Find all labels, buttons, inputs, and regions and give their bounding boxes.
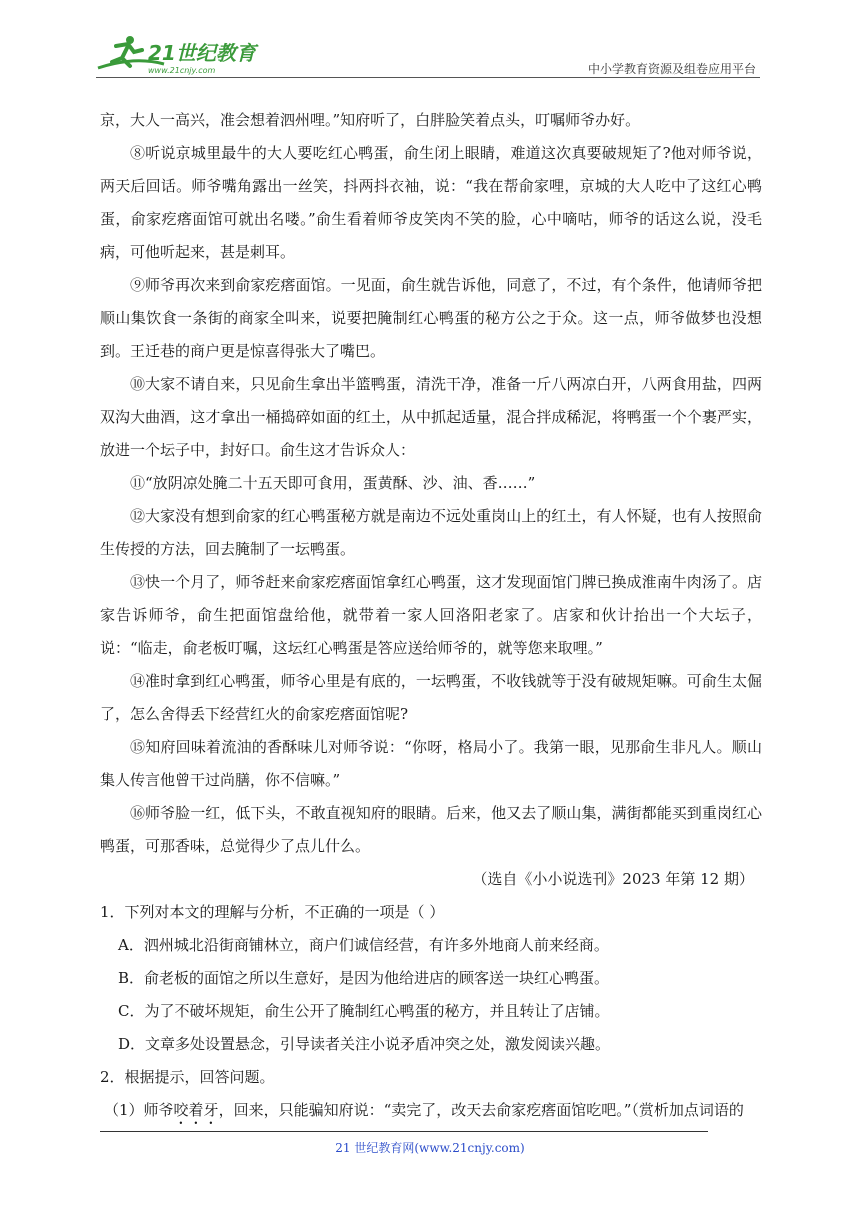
paragraph: ⑬快一个月了，师爷赶来俞家疙瘩面馆拿红心鸭蛋，这才发现面馆门牌已换成淮南牛肉汤了。店家告诉师爷，俞生把面馆盘给他，就带着一家人回洛阳老家了。店家和伙计抬出一个大坛子，说：“临走，俞老板叮嘱，这坛红心鸭蛋是答应送给师爷的，就等您来取哩。” — [100, 573, 762, 657]
sub-1-rest: ，回来，只能骗知府说：“卖完了，改天去俞家疙瘩面馆吃吧。”（赏析加点词语的 — [218, 1101, 744, 1119]
paragraph: ⑮知府回味着流油的香酥味儿对师爷说：“你呀，格局小了。我第一眼，见那俞生非凡人。顺山集人传言他曾干过尚膳，你不信嘛。” — [100, 738, 762, 789]
source-citation: （选自《小小说选刊》2023 年第 12 期） — [472, 870, 754, 888]
emphasized-words: 咬着牙 — [173, 1101, 219, 1119]
sub-1-prefix: （1）师爷 — [104, 1101, 174, 1119]
paragraph: ⑧听说京城里最牛的大人要吃红心鸭蛋，俞生闭上眼睛，难道这次真要破规矩了?他对师爷说，两天后回话。师爷嘴角露出一丝笑，抖两抖衣袖，说：“我在帮俞家哩，京城的大人吃中了这红心鸭蛋，俞家疙瘩面馆可就出名喽。”俞生看着师爷皮笑肉不笑的脸，心中嘀咕，师爷的话这么说，没毛病，可他听起来，甚是刺耳。 — [100, 144, 762, 261]
paragraph: ⑭准时拿到红心鸭蛋，师爷心里是有底的，一坛鸭蛋，不收钱就等于没有破规矩嘛。可俞生太倔了，怎么舍得丢下经营红火的俞家疙瘩面馆呢? — [100, 672, 762, 723]
site-logo[interactable] — [94, 34, 264, 76]
option-c: C．为了不破坏规矩，俞生公开了腌制红心鸭蛋的秘方，并且转让了店铺。 — [118, 1002, 610, 1020]
paragraph: ⑫大家没有想到俞家的红心鸭蛋秘方就是南边不远处重岗山上的红土，有人怀疑，也有人按照俞生传授的方法，回去腌制了一坛鸭蛋。 — [100, 507, 762, 558]
paragraph: ⑨师爷再次来到俞家疙瘩面馆。一见面，俞生就告诉他，同意了，不过，有个条件，他请师爷把顺山集饮食一条街的商家全叫来，说要把腌制红心鸭蛋的秘方公之于众。这一点，师爷做梦也没想到。王迁巷的商户更是惊喜得张大了嘴巴。 — [100, 276, 762, 360]
paragraph: ⑯师爷脸一红，低下头，不敢直视知府的眼睛。后来，他又去了顺山集，满街都能买到重岗红心鸭蛋，可那香味，总觉得少了点儿什么。 — [100, 804, 762, 855]
paragraph: ⑪“放阴凉处腌二十五天即可食用，蛋黄酥、沙、油、香……” — [130, 474, 536, 492]
option-b: B．俞老板的面馆之所以生意好，是因为他给进店的顾客送一块红心鸭蛋。 — [118, 969, 610, 987]
platform-name: 中小学教育资源及组卷应用平台 — [587, 62, 756, 76]
question-2-stem: 2．根据提示，回答问题。 — [100, 1068, 275, 1086]
header-divider — [96, 77, 760, 78]
paragraph: ⑩大家不请自来，只见俞生拿出半篮鸭蛋，清洗干净，准备一斤八两凉白开，八两食用盐，四两双沟大曲酒，这才拿出一桶捣碎如面的红土，从中抓起适量，混合拌成稀泥，将鸭蛋一个个裹严实，放进一个坛子中，封好口。俞生这才告诉众人： — [100, 375, 762, 459]
svg-text:21世纪教育: 21世纪教育 — [148, 41, 256, 65]
option-d: D．文章多处设置悬念，引导读者关注小说矛盾冲突之处，激发阅读兴趣。 — [118, 1035, 611, 1053]
footer-divider — [100, 1131, 708, 1132]
runner-logo-icon — [94, 34, 264, 76]
option-a: A．泗州城北沿街商铺林立，商户们诚信经营，有许多外地商人前来经商。 — [118, 936, 609, 954]
question-1-stem: 1．下列对本文的理解与分析，不正确的一项是（ ） — [100, 903, 445, 921]
footer-link[interactable]: 21 世纪教育网(www.21cnjy.com) — [335, 1141, 525, 1155]
svg-text:www.21cnjy.com: www.21cnjy.com — [148, 66, 216, 75]
paragraph: 京，大人一高兴，准会想着泗州哩。”知府听了，白胖脸笑着点头，叮嘱师爷办好。 — [100, 111, 641, 129]
question-2-sub-1 — [100, 1094, 762, 1128]
page-header — [0, 0, 860, 80]
document-body — [100, 104, 762, 1128]
